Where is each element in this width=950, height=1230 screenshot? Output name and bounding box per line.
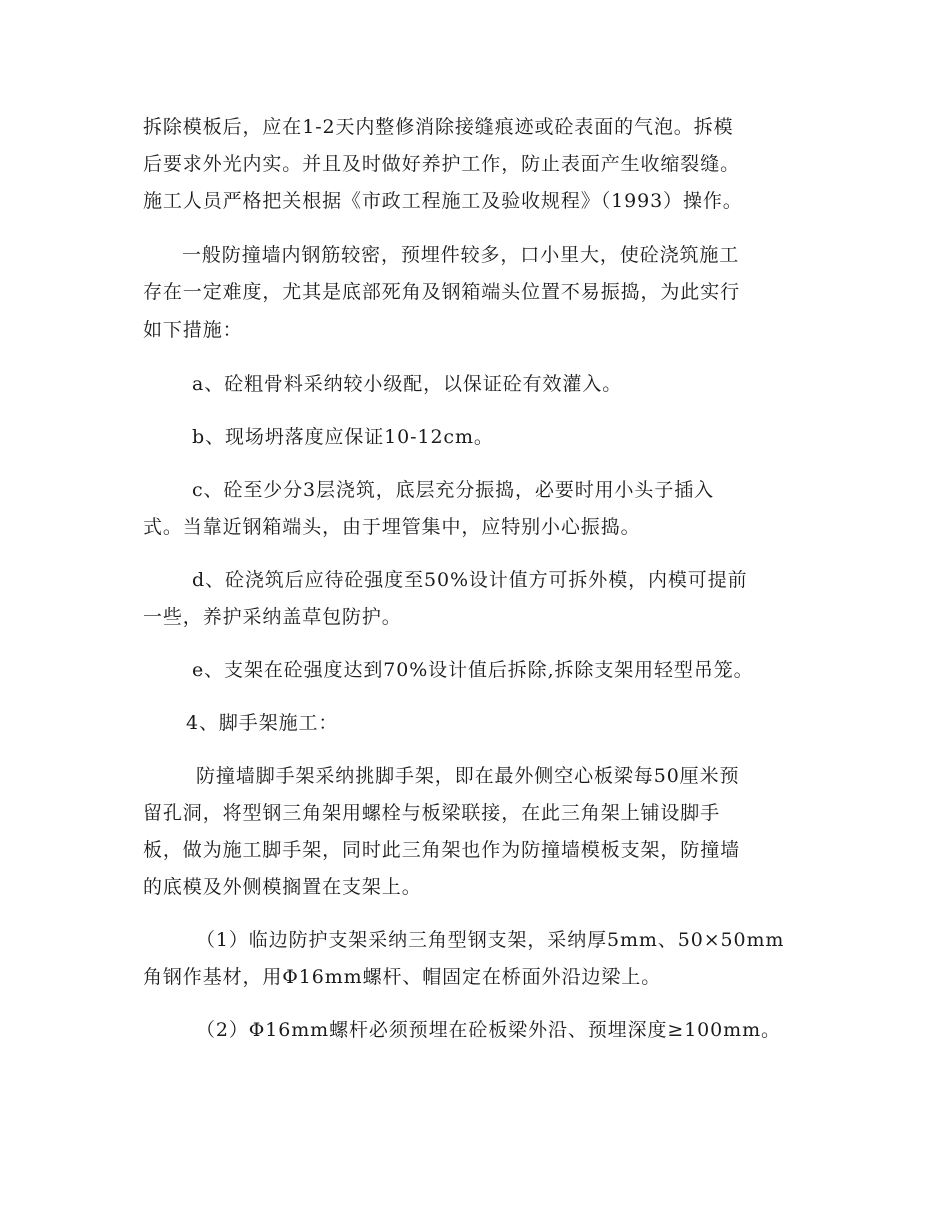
item-1-line-1: （1）临边防护支架采纳三角型钢支架，采纳厚5mm、50×50mm [196,929,785,951]
paragraph-scaffold-line-1: 防撞墙脚手架采纳挑脚手架，即在最外侧空心板梁每50厘米预 [196,765,740,787]
item-1-line-2: 角钢作基材，用Φ16mm螺杆、帽固定在桥面外沿边梁上。 [143,966,662,988]
measure-a: a、砼粗骨料采纳较小级配，以保证砼有效灌入。 [192,373,623,395]
paragraph-2-line-2: 存在一定难度，尤其是底部死角及钢箱端头位置不易振捣，为此实行 [143,281,741,303]
measure-b: b、现场坍落度应保证10-12cm。 [192,426,494,448]
paragraph-scaffold-line-3: 板，做为施工脚手架，同时此三角架也作为防撞墙模板支架，防撞墙 [143,839,741,861]
measure-c-line-1: c、砼至少分3层浇筑，底层充分振捣，必要时用小头子插入 [192,479,715,501]
paragraph-2-line-1: 一般防撞墙内钢筋较密，预埋件较多，口小里大，使砼浇筑施工 [182,244,740,266]
measure-d-line-1: d、砼浇筑后应待砼强度至50%设计值方可拆外模，内模可提前 [192,569,748,591]
paragraph-scaffold-line-4: 的底模及外侧模搁置在支架上。 [143,876,422,898]
paragraph-1-line-2: 后要求外光内实。并且及时做好养护工作，防止表面产生收缩裂缝。 [143,153,741,175]
measure-e: e、支架在砼强度达到70%设计值后拆除,拆除支架用轻型吊笼。 [192,659,754,681]
section-heading: 4、脚手架施工： [186,712,339,734]
paragraph-1-line-1: 拆除模板后，应在1-2天内整修消除接缝痕迹或砼表面的气泡。拆模 [143,116,734,138]
item-2: （2）Φ16mm螺杆必须预埋在砼板梁外沿、预埋深度≥100mm。 [196,1019,781,1041]
paragraph-scaffold-line-2: 留孔洞，将型钢三角架用螺栓与板梁联接，在此三角架上铺设脚手 [143,802,721,824]
paragraph-1-line-3: 施工人员严格把关根据《市政工程施工及验收规程》（1993）操作。 [143,190,743,212]
measure-c-line-2: 式。当靠近钢箱端头，由于埋管集中，应特别小心振捣。 [143,516,641,538]
measure-d-line-2: 一些，养护采纳盖草包防护。 [143,606,402,628]
paragraph-2-line-3: 如下措施： [143,319,243,341]
